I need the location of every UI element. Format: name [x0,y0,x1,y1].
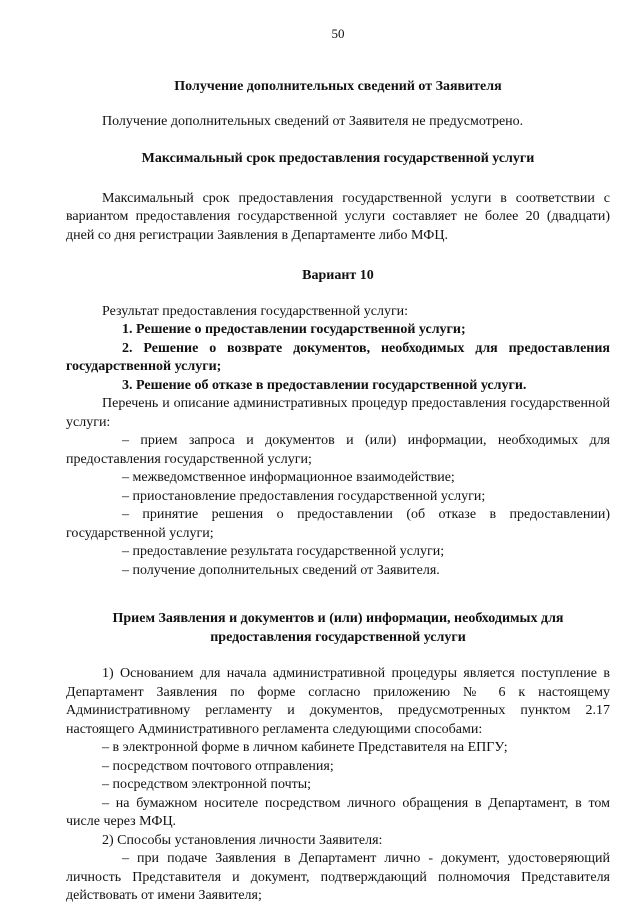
paragraph-result-intro: Результат предоставления государственной услуги: [102,303,409,319]
result-item: 2. Решение о возврате документов, необходимых для предоставления государственной услуги; [66,340,610,374]
paragraph-max-term: Максимальный срок предоставления государственной услуги в соответствии с вариантом предоставления государственной услуги составляет не более 20 (двадцати) дней со дня регистрации Заявления в Департаменте либо МФЦ. [66,190,610,243]
method-item: – на бумажном носителе посредством личного обращения в Департамент, в том числе через МФЦ. [66,795,610,829]
procedure-item: – прием запроса и документов и (или) информации, необходимых для предоставления государственной услуги; [66,433,610,467]
procedure-item: – предоставление результата государственной услуги; [122,544,445,559]
procedure-item: – приостановление предоставления государственной услуги; [122,488,486,504]
procedure-item: – межведомственное информационное взаимодействие; [122,470,455,485]
result-item: 1. Решение о предоставлении государственной услуги; [122,322,466,337]
procedure-item: – получение дополнительных сведений от Заявителя. [122,562,440,578]
heading-max-term: Максимальный срок предоставления государственной услуги [141,151,535,166]
procedure-item: – принятие решения о предоставлении (об отказе в предоставлении) государственной услуги; [66,507,610,541]
paragraph-basis: 1) Основанием для начала административной процедуры является поступление в Департамент Заявления по форме согласно приложению № 6 к настоящему Административному регламенту и документов, предусмотренных пунктом 2.17 настоящего Административного регламента следующими способами: [66,666,610,737]
method-item: – посредством электронной почты; [102,777,312,792]
identity-item: – при подаче Заявления в Департамент лично - документ, удостоверяющий личность Представителя и документ, подтверждающий полномочия Представителя действовать от имени Заявителя; [66,851,610,903]
heading-variant: Вариант 10 [302,268,374,283]
paragraph-identity-intro: 2) Способы установления личности Заявителя: [102,832,383,848]
paragraph-procedures-intro: Перечень и описание административных процедур предоставления государственной услуги: [66,396,610,430]
heading-reception: Прием Заявления и документов и (или) информации, необходимых для предоставления государственной услуги [112,611,564,645]
paragraph-additional-info: Получение дополнительных сведений от Заявителя не предусмотрено. [102,113,524,129]
page-number: 50 [331,26,345,41]
result-item: 3. Решение об отказе в предоставлении государственной услуги. [122,377,527,393]
method-item: – посредством почтового отправления; [102,758,334,774]
method-item: – в электронной форме в личном кабинете Представителя на ЕПГУ; [102,740,508,755]
heading-additional-info: Получение дополнительных сведений от Заявителя [174,79,502,94]
